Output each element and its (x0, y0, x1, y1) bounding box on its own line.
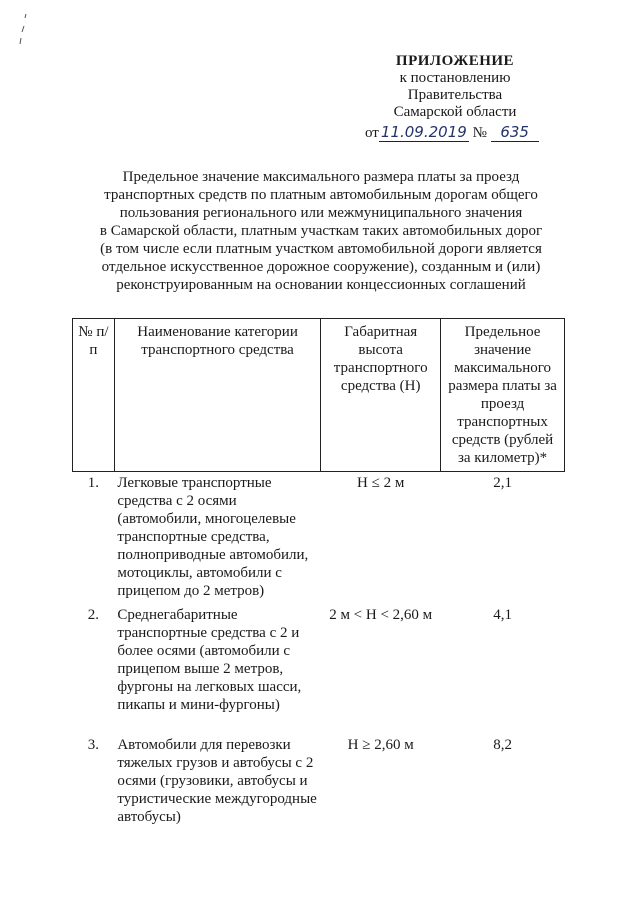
tariff-table (72, 318, 565, 838)
table-header-row (73, 319, 565, 472)
row-height: H ≤ 2 м (357, 475, 405, 491)
row-number: 3. (87, 737, 100, 753)
table-row (73, 604, 565, 734)
pen-mark (18, 12, 28, 46)
handwritten-number: 635 (491, 124, 539, 142)
row-height: 2 м < H < 2,60 м (329, 607, 433, 623)
row-number: 1. (87, 475, 100, 491)
heading-line: пользования регионального или межмуниципального значения (119, 205, 523, 221)
header-number: № п/п (73, 319, 115, 472)
appendix-date-line (355, 124, 555, 142)
date-prefix: от (365, 125, 379, 141)
row-fee: 4,1 (493, 607, 512, 623)
header-height: Габаритная высота транспортного средства (H) (321, 319, 441, 472)
row-fee: 8,2 (493, 737, 512, 753)
row-height: H ≥ 2,60 м (347, 737, 414, 753)
header-category: Наименование категории транспортного средства (114, 319, 320, 472)
row-number: 2. (87, 607, 100, 623)
row-fee: 2,1 (493, 475, 512, 491)
row-category: Среднегабаритные транспортные средства с 2 и более осями (автомобили с прицепом выше 2 метров, фургоны на легковых шасси, пикапы и мини-фургоны) (117, 607, 302, 713)
appendix-header (355, 53, 555, 142)
handwritten-date: 11.09.2019 (379, 124, 469, 142)
heading-line: транспортных средств по платным автомобильным дорогам общего (104, 187, 538, 203)
heading-line: реконструированным на основании концессионных соглашений (116, 277, 526, 293)
header-fee: Предельное значение максимального размера платы за проезд транспортных средств (рублей за километр)* (441, 319, 565, 472)
heading-line: (в том числе если платным участком автомобильной дороги является (100, 241, 542, 257)
appendix-line1: к постановлению Правительства (399, 70, 511, 103)
heading-line: Предельное значение максимального размера платы за проезд (122, 169, 520, 185)
row-category: Легковые транспортные средства с 2 осями (автомобили, многоцелевые транспортные средства, полноприводные автомобили, мотоциклы, автомобили с прицепом до 2 метров) (117, 475, 309, 599)
document-heading (86, 168, 556, 294)
row-category: Автомобили для перевозки тяжелых грузов и автобусы с 2 осями (грузовики, автобусы и туристические междугородные автобусы) (117, 737, 317, 825)
heading-line: в Самарской области, платным участкам таких автомобильных дорог (99, 223, 543, 239)
heading-line: отдельное искусственное дорожное сооружение), созданным и (или) (101, 259, 541, 275)
number-prefix: № (472, 125, 487, 141)
appendix-title: ПРИЛОЖЕНИЕ (395, 53, 515, 69)
table-row (73, 734, 565, 838)
appendix-line2: Самарской области (393, 104, 517, 120)
table-row (73, 472, 565, 605)
